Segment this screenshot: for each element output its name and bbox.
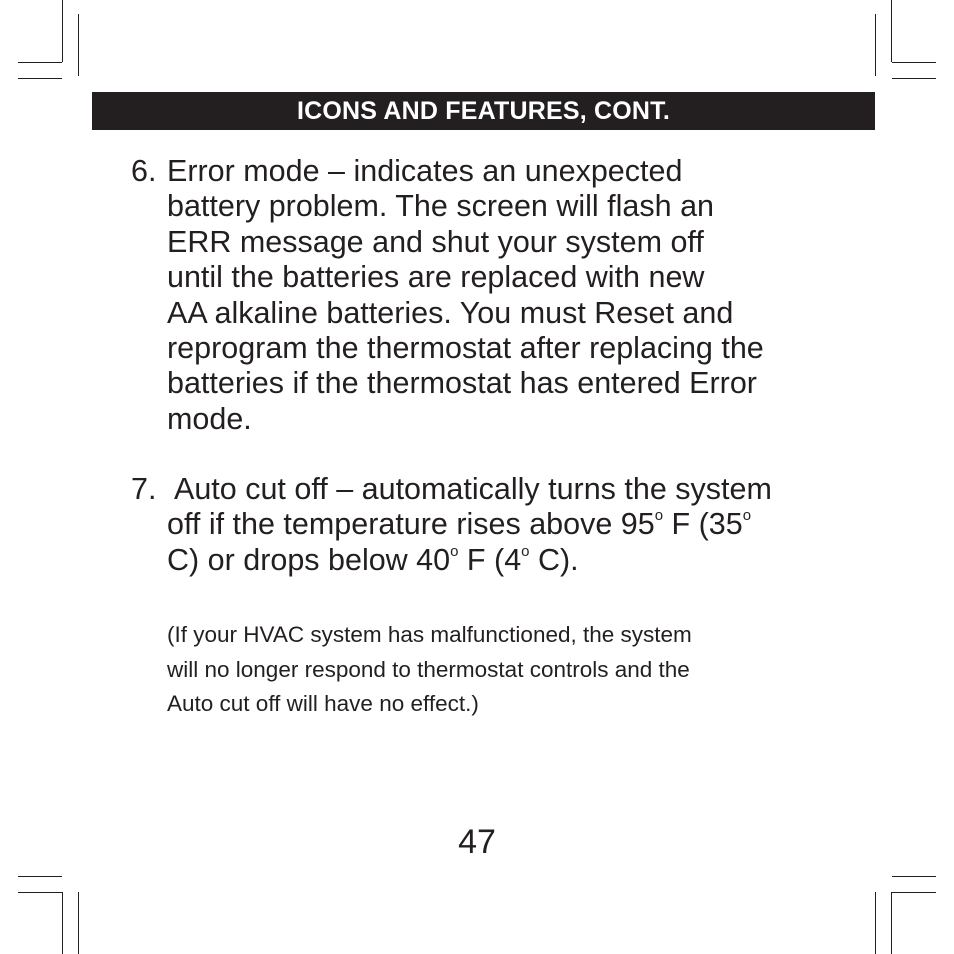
item-text [167,154,831,437]
degree-symbol: o [654,507,664,525]
note-line: will no longer respond to thermostat controls and the [167,656,690,682]
list-item-auto-cut-off [131,472,831,578]
text-line: Auto cut off – automatically turns the system [174,472,772,506]
page-number: 47 [458,823,496,861]
crop-mark [892,78,936,79]
note-line: (If your HVAC system has malfunctioned, the system [167,622,692,647]
crop-mark [891,892,892,954]
item-number: 6. [131,154,157,188]
crop-mark [62,892,63,954]
section-header [92,92,875,130]
crop-mark [875,892,876,954]
degree-symbol: o [521,542,530,560]
crop-mark [18,78,62,79]
text-line: reprogram the thermostat after replacing the [167,331,764,366]
crop-mark [18,892,62,893]
crop-mark [78,14,79,76]
crop-mark [875,14,876,76]
text-line: batteries if the thermostat has entered Error [167,366,757,401]
crop-mark [891,0,892,62]
degree-symbol: o [742,507,752,525]
note-line: Auto cut off will have no effect.) [167,691,479,716]
text-line: Error mode – indicates an unexpected [167,154,683,188]
text-line: until the batteries are replaced with new [167,260,705,295]
section-title: ICONS AND FEATURES, CONT. [296,96,671,125]
crop-mark [892,62,936,63]
crop-mark [892,876,936,877]
item-number: 7. [131,472,157,506]
list-item-error-mode [131,154,831,437]
hvac-note [167,618,827,722]
text-line: ERR message and shut your system off [167,224,704,259]
crop-mark [18,876,62,877]
crop-mark [62,0,63,62]
item-text [167,472,831,578]
text-line: AA alkaline batteries. You must Reset and [167,295,734,330]
crop-mark [18,62,62,63]
text-line: battery problem. The screen will flash an [167,189,715,224]
text-line: off if the temperature rises above 95$^o$ F (35$^o$ [167,507,752,542]
text-line: C) or drops below 40$^o$ F (4$^o$ C). [167,542,579,577]
crop-mark [892,892,936,893]
degree-symbol: o [450,542,459,560]
crop-mark [78,892,79,954]
text-line: mode. [167,401,252,436]
